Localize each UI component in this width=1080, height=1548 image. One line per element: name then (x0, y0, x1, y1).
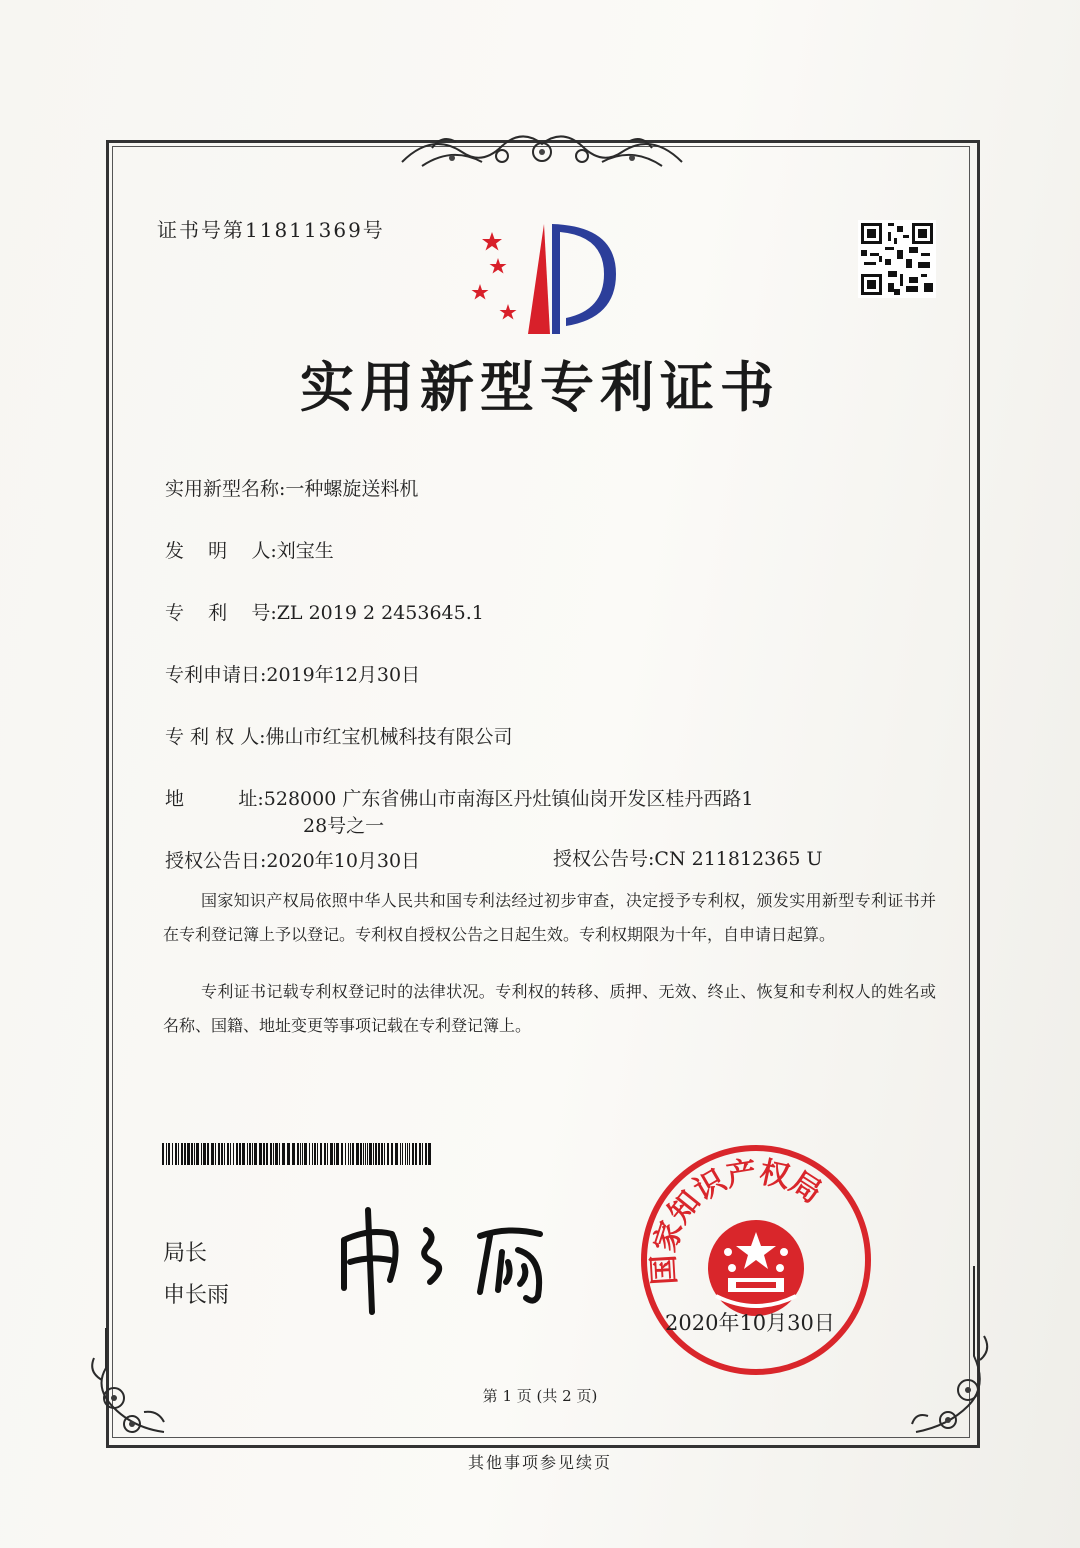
barcode-icon (162, 1143, 432, 1165)
qr-code-icon (858, 220, 936, 298)
grant-date-label: 授权公告日: (165, 850, 267, 872)
cnipa-emblem-icon (470, 222, 620, 338)
address-field (165, 784, 753, 811)
top-ornament-icon (392, 122, 692, 178)
address-value-line2: 28号之一 (303, 815, 385, 837)
grant-date-field (165, 846, 420, 873)
director-name: 申长雨 (163, 1283, 230, 1308)
inventor-value: 刘宝生 (276, 540, 334, 562)
patent-number-value: ZL 2019 2 2453645.1 (276, 602, 484, 624)
certificate-title: 实用新型专利证书 (300, 355, 780, 419)
grant-date-value: 2020年10月30日 (266, 850, 421, 872)
seal-text: 国家知识产权局 (646, 1154, 828, 1286)
seal-date: 2020年10月30日 (665, 1311, 835, 1335)
grant-statement-paragraph: 国家知识产权局依照中华人民共和国专利法经过初步审查，决定授予专利权，颁发实用新型专利证书并在专利登记簿上予以登记。专利权自授权公告之日起生效。专利权期限为十年，自申请日起算。 (163, 891, 936, 944)
patentee-value: 佛山市红宝机械科技有限公司 (265, 726, 513, 748)
filing-date-field (165, 660, 420, 687)
patent-number-field (165, 598, 484, 625)
patentee-label: 专 利 权 人: (165, 726, 266, 748)
inventor-label: 发 明 人: (165, 540, 277, 562)
director-title: 局长 (163, 1241, 208, 1266)
filing-date-value: 2019年12月30日 (266, 664, 421, 686)
certificate-number: 证书号第11811369号 (157, 218, 385, 242)
continued-note: 其他事项参见续页 (467, 1453, 612, 1472)
handwritten-signature-icon (330, 1200, 560, 1320)
patentee-field (165, 722, 513, 749)
bottom-right-ornament-icon (908, 1266, 998, 1446)
filing-date-label: 专利申请日: (165, 664, 267, 686)
inventor-field (165, 536, 334, 563)
patent-number-label: 专 利 号: (165, 602, 277, 624)
publication-number-field (553, 844, 822, 871)
legal-status-paragraph: 专利证书记载专利权登记时的法律状况。专利权的转移、质押、无效、终止、恢复和专利权人的姓名或名称、国籍、地址变更等事项记载在专利登记簿上。 (163, 982, 936, 1035)
utility-model-name-label: 实用新型名称: (165, 478, 286, 500)
page-number: 第 1 页 (共 2 页) (482, 1387, 598, 1405)
address-value-line1: 528000 广东省佛山市南海区丹灶镇仙岗开发区桂丹西路1 (263, 788, 754, 810)
utility-model-name-field (165, 474, 418, 501)
official-seal-icon (636, 1140, 876, 1380)
utility-model-name-value: 一种螺旋送料机 (285, 478, 419, 500)
address-label: 地 址: (165, 788, 264, 810)
publication-number-value: CN 211812365 U (654, 848, 823, 870)
publication-number-label: 授权公告号: (553, 848, 655, 870)
